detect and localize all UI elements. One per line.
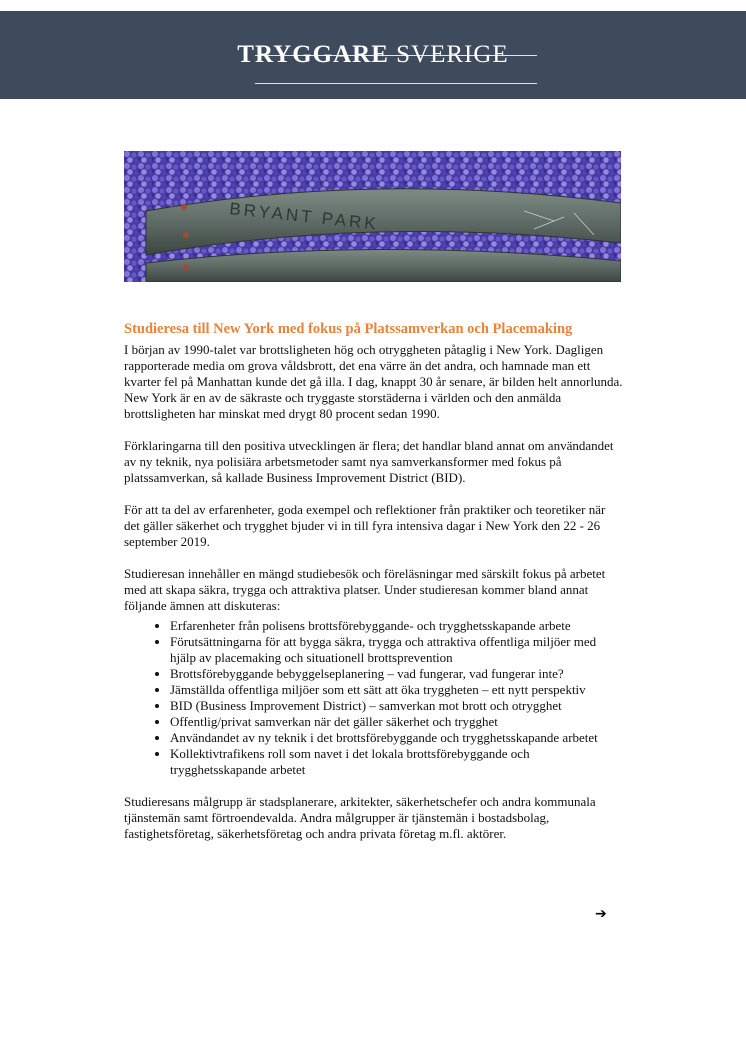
article-title: Studieresa till New York med fokus på Platssamverkan och Placemaking bbox=[124, 321, 573, 337]
article-paragraph: Studieresan innehåller en mängd studiebesök och föreläsningar med särskilt fokus på arbetet med att skapa säkra, trygga och attraktiva platser. Under studieresan kommer bland annat följande ämnen att diskuteras: bbox=[124, 566, 606, 613]
article-paragraph: Förklaringarna till den positiva utvecklingen är flera; det handlar bland annat om användandet av ny teknik, nya polisiära arbetsmetoder samt nya samverkansformer med fokus på platssamverkan, så kallade Business Improvement District (BID). bbox=[124, 438, 614, 485]
page-header bbox=[0, 11, 746, 99]
article-closing: Studieresans målgrupp är stadsplanerare, arkitekter, säkerhetschefer och andra kommunala tjänstemän samt förtroendevalda. Andra målgrupper är tjänstemän i bostadsbolag, fastighetsföretag, säkerhetsföretag och andra privata företag m.fl. aktörer. bbox=[124, 794, 596, 841]
topic-list-item: • Erfarenheter från polisens brottsförebyggande- och trygghetsskapande arbete bbox=[170, 618, 624, 634]
brand-name-light: SVERIGE bbox=[396, 41, 509, 68]
topic-list-item: • Kollektivtrafikens roll som navet i det lokala brottsförebyggande och trygghetsskapande arbetet bbox=[170, 746, 624, 778]
article-paragraph: I början av 1990-talet var brottsligheten hög och otryggheten påtaglig i New York. Dagligen rapporterade media om grova våldsbrott, det ena värre än det andra, och hamnade man ett kvarter fel på Manhattan kunde det gå illa. I dag, knappt 30 år senare, är bilden helt annorlunda. New York är en av de säkraste och tryggaste storstäderna i världen och den anmälda brottsligheten har minskat med drygt 80 procent sedan 1990. bbox=[124, 342, 623, 421]
topic-list-item: • Jämställda offentliga miljöer som ett sätt att öka tryggheten – ett nytt perspektiv bbox=[170, 682, 624, 698]
arrow-right-icon[interactable]: ➔ bbox=[595, 906, 607, 922]
topic-list-item: • Förutsättningarna för att bygga säkra, trygga och attraktiva offentliga miljöer med hjälp av placemaking och situationell brottsprevention bbox=[170, 634, 624, 666]
hero-image bbox=[124, 151, 621, 282]
topic-list bbox=[124, 618, 624, 778]
article-paragraph: För att ta del av erfarenheter, goda exempel och reflektioner från praktiker och teoretiker när det gäller säkerhet och trygghet bjuder vi in till fyra intensiva dagar i New York den 22 - 26 september 2019. bbox=[124, 502, 606, 549]
bench-sign-text: BRYANT PARK bbox=[228, 199, 380, 234]
topic-list-item: • Offentlig/privat samverkan när det gäller säkerhet och trygghet bbox=[170, 714, 624, 730]
logo-rule-bottom bbox=[255, 83, 537, 84]
topic-list-item: • Brottsförebyggande bebyggelseplanering – vad fungerar, vad fungerar inte? bbox=[170, 666, 624, 682]
topic-list-item: • Användandet av ny teknik i det brottsförebyggande och trygghetsskapande arbetet bbox=[170, 730, 624, 746]
brand-name-strong: TRYGGARE bbox=[237, 41, 389, 68]
topic-list-item: • BID (Business Improvement District) – samverkan mot brott och otrygghet bbox=[170, 698, 624, 714]
brand-logo bbox=[0, 41, 746, 69]
article bbox=[124, 320, 624, 858]
